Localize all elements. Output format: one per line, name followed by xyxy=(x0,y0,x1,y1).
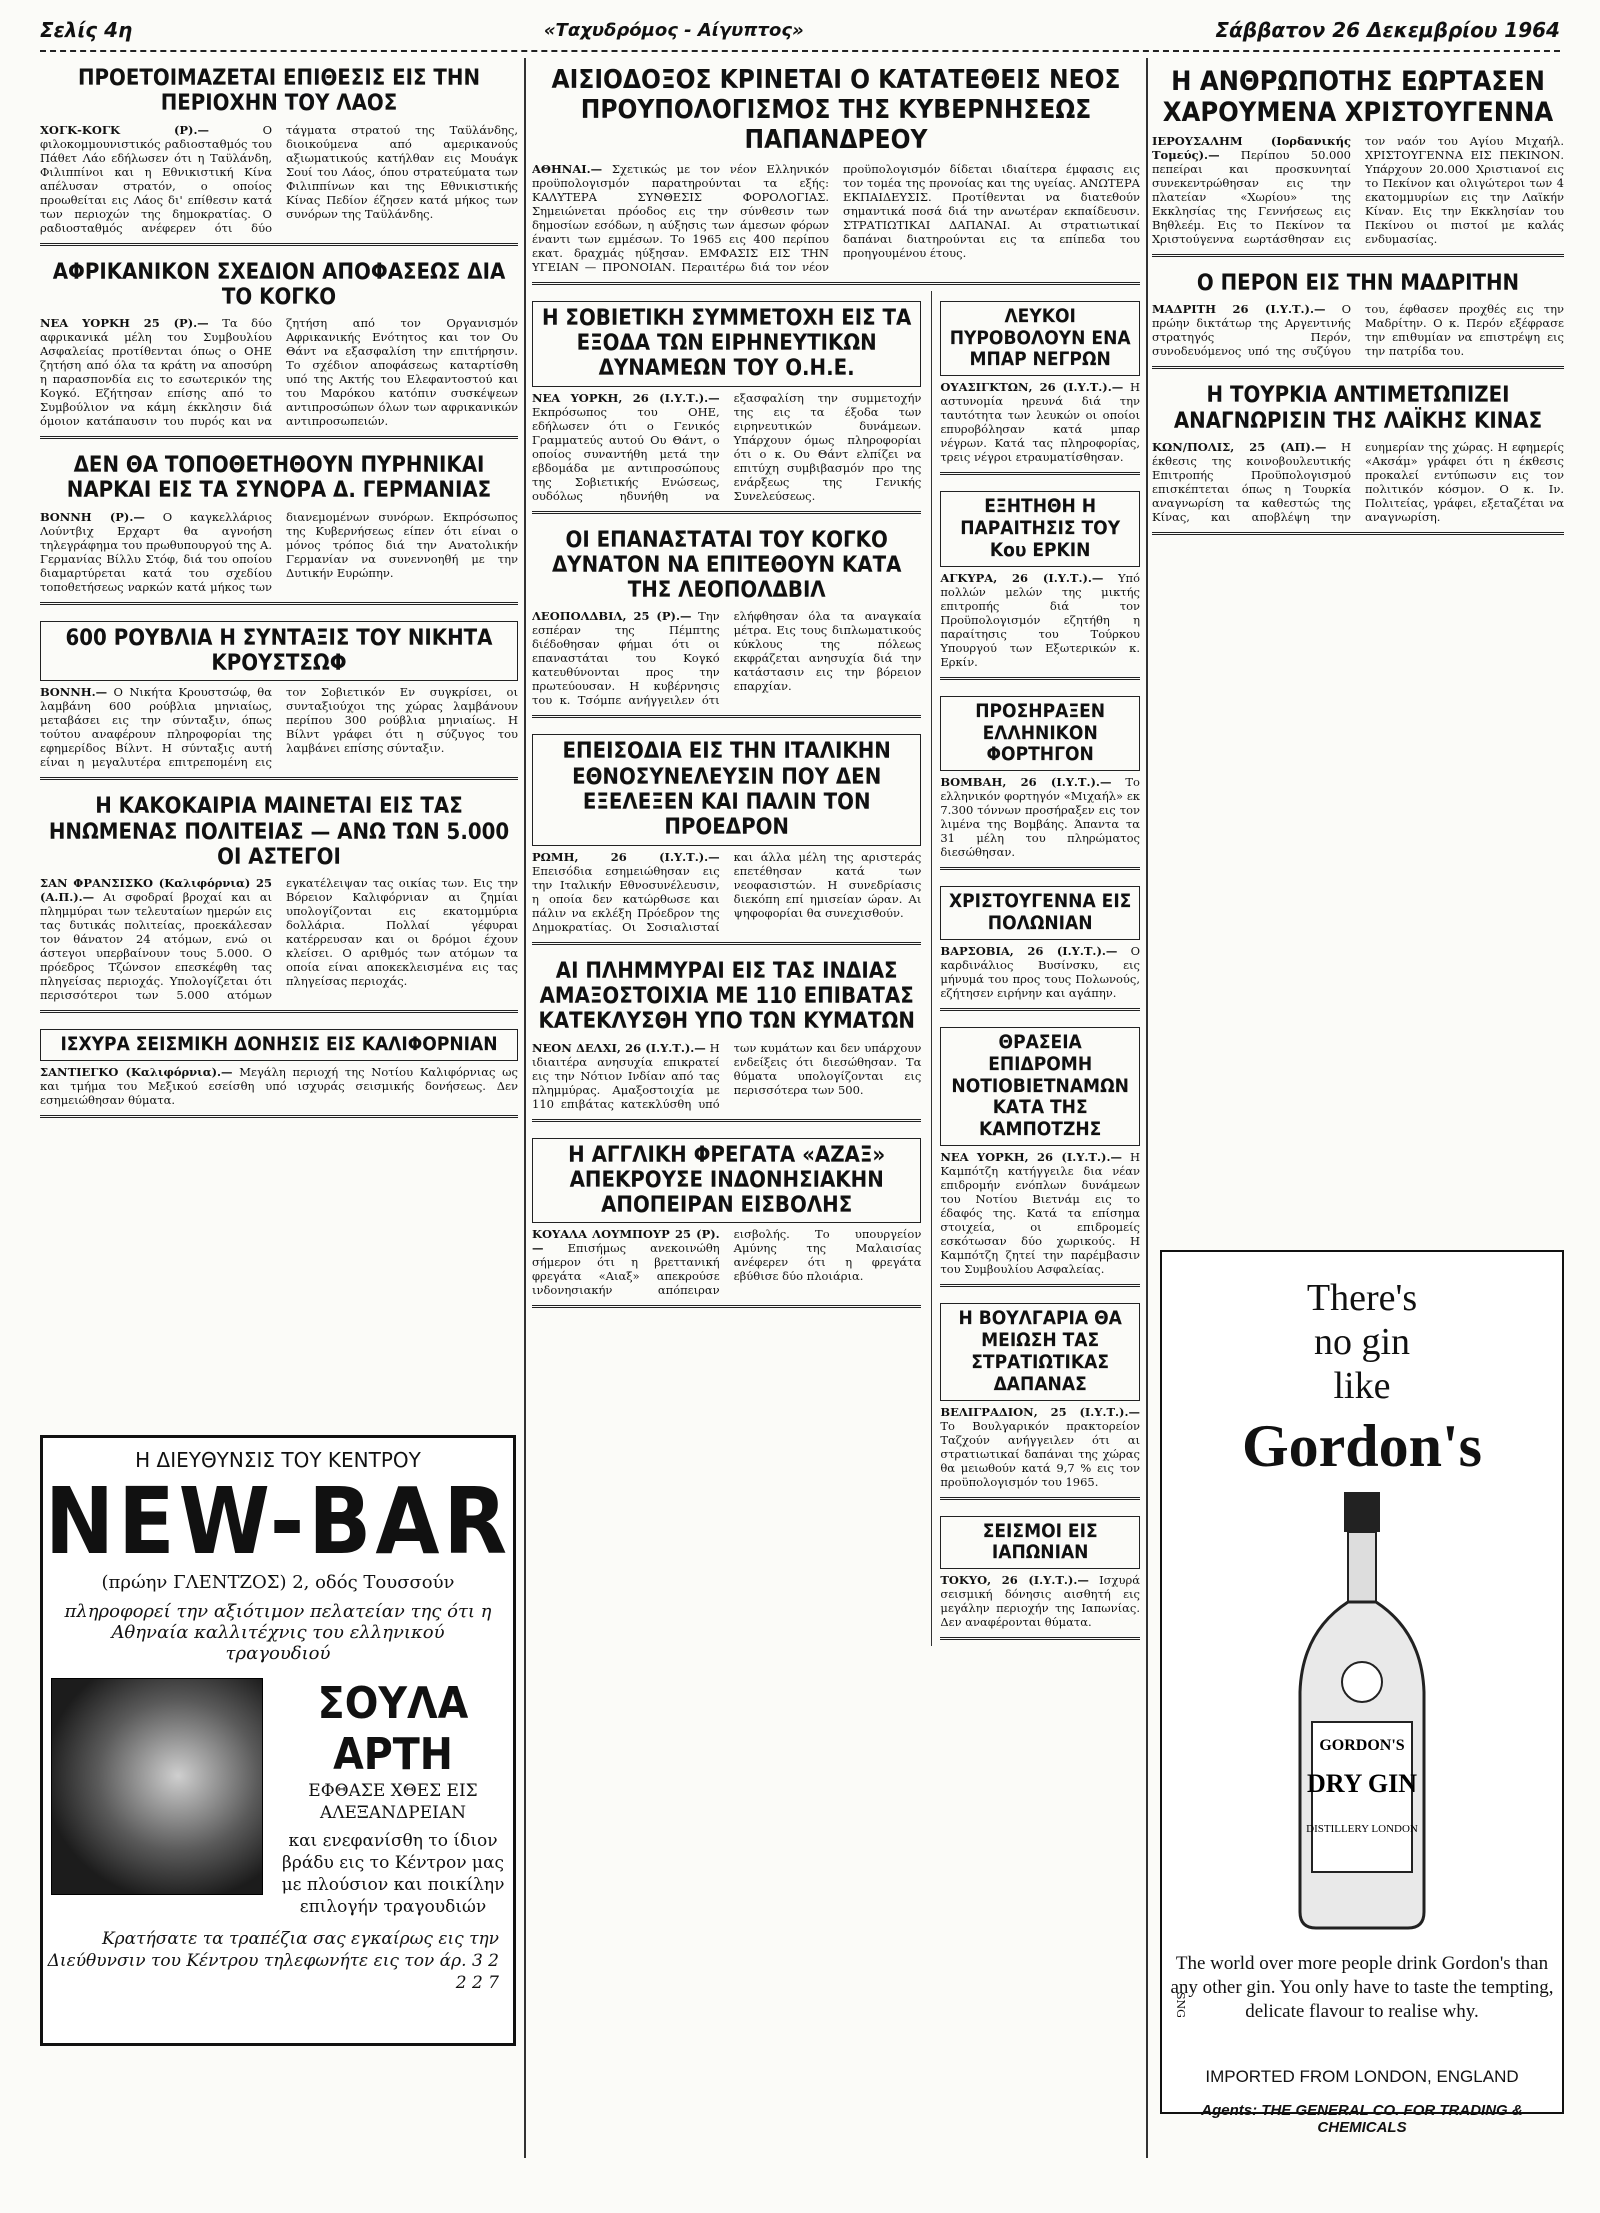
article-text: Υπό πολλών μελών της μικτής επιτροπής διά τον Προϋπολογισμόν εζητήθη η παραίτησις του Τούρκου Υπουργού των Εξωτερικών κ. Ερκίν. xyxy=(940,570,1140,669)
article-text: Μεγάλη περιοχή της Νοτίου Καλιφόρνιας ως και τμήμα του Μεξικού εσείσθη υπό ισχυράς σεισμικής δονήσεως. Δεν εσημειώθησαν θύματα. xyxy=(40,1065,518,1108)
article-text: Ο πρώην δικτάτωρ της Αργεντινής στρατηγός Περόν, συνοδευόμενος υπό της συζύγου του, έφθασεν προχθές εις την Μαδρίτην. Ο κ. Περόν εξέφρασε την επιθυμίαν να επιστρέψη εις την πατρίδα του. xyxy=(1152,302,1564,359)
article xyxy=(40,786,518,1013)
gordons-gin-advertisement xyxy=(1160,1250,1564,2136)
page-number: Σελίς 4η xyxy=(40,18,133,42)
article-text: Το Βουλγαρικόν πρακτορείον Ταζχούν ανήγγειλεν ότι αι στρατιωτικαί δαπάναι της χώρας θα μειωθούν κατά 9,7 % εις τον προϋπολογισμόν του 1965. xyxy=(940,1418,1140,1489)
brief xyxy=(940,686,1140,871)
dateline: ΒΕΛΙΓΡΑΔΙΟΝ, 25 (Ι.Υ.Τ.).— xyxy=(940,1404,1140,1419)
article-text: Ο καγκελλάριος Λούντβιχ Ερχαρτ θα αγνοήση τηλεγράφημα του πρωθυπουργού της Α. Γερμανίας Βίλλυ Στόφ, διά του οποίου διαμαρτύρεται κατά του σχεδίου τοποθετήσεως ναρκών κατά μήκος των διανεμομένων συνόρων. Εκπρόσωπος της Κυβερνήσεως είπεν ότι είναι ο μόνος τρόπος διά την Ανατολικήν Γερμανίαν να συνεννοηθή με την Δυτικήν Ευρώπην. xyxy=(40,509,518,594)
article xyxy=(1152,375,1564,535)
ad-intro: Η ΔΙΕΥΘΥΝΣΙΣ ΤΟΥ ΚΕΝΤΡΟΥ xyxy=(135,1448,421,1472)
dateline: ΒΟΝΝΗ (Ρ).— xyxy=(40,509,145,524)
brand-name: Gordon's xyxy=(1241,1413,1483,1479)
dateline: ΤΟΚΥΟ, 26 (Ι.Υ.Τ.).— xyxy=(940,1573,1089,1588)
singer-photo xyxy=(51,1678,263,1895)
dateline: ΒΟΝΝΗ.— xyxy=(40,685,108,700)
dateline: ΛΕΟΠΟΛΔΒΙΛ, 25 (Ρ).— xyxy=(532,609,692,624)
article-headline: ΟΙ ΕΠΑΝΑΣΤΑΤΑΙ ΤΟΥ ΚΟΓΚΟ ΔΥΝΑΤΟΝ ΝΑ ΕΠΙΤΕΘΟΥΝ ΚΑΤΑ ΤΗΣ ΛΕΟΠΟΛΔΒΙΛ xyxy=(551,527,902,604)
brief-headline: Η ΒΟΥΛΓΑΡΙΑ ΘΑ ΜΕΙΩΣΗ ΤΑΣ ΣΤΡΑΤΙΩΤΙΚΑΣ ΔΑΠΑΝΑΣ xyxy=(940,1303,1140,1400)
dateline: ΚΟΥΑΛΑ ΛΟΥΜΠΟΥΡ 25 (Ρ).— xyxy=(532,1227,720,1256)
article xyxy=(532,291,921,514)
article xyxy=(532,724,921,944)
article-text: Σχετικώς με τον νέον Ελληνικόν προϋπολογισμόν παρατηρούνται τα εξής: ΚΑΛΥΤΕΡΑ ΣΥΝΘΕΣΙΣ ΦΟΡΟΛΟΓΙΑΣ. Σημειώνεται πρόοδος εις την σύνθεσιν των δημοσίων εσόδων, η αύξησις των άμεσων φόρων έναντι των εμμέσων. Το 1965 εις 400 περίπου εκατ. δραχμάς ηύξησαν. ΕΜΦΑΣΙΣ ΕΙΣ ΤΗΝ ΥΓΕΙΑΝ — ΠΡΟΝΟΙΑΝ. Περαιτέρω διά τον νέον προϋπολογισμόν δίδεται ιδιαίτερα έμφασις εις τον τομέα της προνοίας και της υγείας. ΑΝΩΤΕΡΑ ΕΚΠΑΙΔΕΥΣΙΣ. Προτίθενται να διατεθούν σημαντικά ποσά διά την ανωτέραν εκπαίδευσιν. ΣΤΡΑΤΙΩΤΙΚΑΙ ΔΑΠΑΝΑΙ. Αι στρατιωτικαί δαπάναι διατηρούνται εις τα επίπεδα του προηγουμένου έτους. xyxy=(532,161,1140,274)
brief-headline: ΧΡΙΣΤΟΥΓΕΝΝΑ ΕΙΣ ΠΟΛΩΝΙΑΝ xyxy=(940,886,1140,940)
ad-line-3: like xyxy=(1333,1365,1391,1407)
column-rule xyxy=(524,58,526,2158)
article xyxy=(40,445,518,605)
performance-text: και ενεφανίσθη το ίδιον βράδυ εις το Κέντρον μας με πλούσιον και ποικίλην επιλογήν τραγουδιών xyxy=(281,1831,505,1917)
dateline: ΣΑΝ ΦΡΑΝΣΙΣΚΟ (Καλιφόρνια) 25 (Α.Π.).— xyxy=(40,876,272,905)
dateline: ΝΕΑ ΥΟΡΚΗ 25 (Ρ).— xyxy=(40,316,209,331)
article-text: Η αστυνομία ηρευνά διά την ταυτότητα των λευκών οι οποίοι επυροβόλησαν κατά μπαρ νέγρων. Κατά τας πληροφορίας, τρεις νέγροι ετραυματίσθησαν. xyxy=(940,380,1140,465)
article-headline: ΙΣΧΥΡΑ ΣΕΙΣΜΙΚΗ ΔΟΝΗΣΙΣ ΕΙΣ ΚΑΛΙΦΟΡΝΙΑΝ xyxy=(40,1029,518,1061)
dateline: ΣΑΝΤΙΕΓΚΟ (Καλιφόρνια).— xyxy=(40,1065,233,1080)
dateline: ΡΩΜΗ, 26 (Ι.Υ.Τ.).— xyxy=(532,849,720,864)
dateline: ΚΩΝ/ΠΟΛΙΣ, 25 (ΑΠ).— xyxy=(1152,439,1327,454)
article xyxy=(532,1128,921,1309)
column-center xyxy=(532,58,1140,2158)
article xyxy=(40,58,518,246)
bottle-label-brand: GORDON'S xyxy=(1319,1737,1405,1754)
article-headline: ΠΡΟΕΤΟΙΜΑΖΕΤΑΙ ΕΠΙΘΕΣΙΣ ΕΙΣ ΤΗΝ ΠΕΡΙΟΧΗΝ ΤΟΥ ΛΑΟΣ xyxy=(77,66,481,117)
lead-headline: ΑΙΣΙΟΔΟΞΟΣ ΚΡΙΝΕΤΑΙ Ο ΚΑΤΑΤΕΘΕΙΣ ΝΕΟΣ ΠΡΟΥΠΟΛΟΓΙΣΜΟΣ ΤΗΣ ΚΥΒΕΡΝΗΣΕΩΣ ΠΑΠΑΝΔΡΕΟΥ xyxy=(551,65,1121,155)
article xyxy=(1152,263,1564,369)
dateline: ΝΕΟΝ ΔΕΛΧΙ, 26 (Ι.Υ.Τ.).— xyxy=(532,1040,706,1055)
article-text: Αι σφοδραί βροχαί και αι πλημμύραι των τελευταίων ημερών εις τας δυτικάς πολιτείας, προεκάλεσαν τον θάνατον 24 ατόμων, ενώ οι άστεγοι υπερβαίνουν τους 5.000. Ο πρόεδρος Τζώνσον επεσκέφθη τας πληγείσας περιοχάς. Υπολογίζεται ότι περισσότεροι των 5.000 ατόμων εγκατέλειψαν τας οικίας των. Εις την Βόρειον Καλιφόρνιαν αι ζημίαι υπολογίζονται εις εκατομμύρια δολλάρια. Πολλαί γέφυραι κατέρρευσαν και οι δρόμοι έχουν κλείσει. Ο αριθμός των ατόμων τα οποία είναι αποκεκλεισμένα εις τας πληγείσας περιοχάς. xyxy=(40,876,518,1003)
dateline: ΙΕΡΟΥΣΑΛΗΜ (Ιορδανικής Τομεύς).— xyxy=(1152,134,1351,163)
brief-headline: ΕΞΗΤΗΘΗ Η ΠΑΡΑΙΤΗΣΙΣ ΤΟΥ Κου ΕΡΚΙΝ xyxy=(940,491,1140,567)
brief xyxy=(940,1293,1140,1499)
article-text: Η έκθεσις της κοινοβουλευτικής Επιτροπής Προϋπολογισμού επισκέπτεται όπως η Τουρκία αναγνωρίση τα καθεστώς της Κίνας, και αποβλέψη την ευημερίαν της χώρας. Η εφημερίς «Ακσάμ» γράφει ότι η έκθεσις προκαλεί εντύπωσιν εις τον πολιτικόν κόσμον. Ο κ. Ιν. Πολιτείας, γράφει, εξεταζέται να αναγνωρίση. xyxy=(1152,439,1564,524)
ad-address: (πρώην ΓΛΕΝΤΖΟΣ) 2, οδός Τουσσούν xyxy=(101,1572,455,1593)
column-left xyxy=(40,58,518,1423)
article-text: Η Καμπότζη κατήγγειλε δια νέαν επιδρομήν ενόπλων δυνάμεων του Νοτίου Βιετνάμ εις το έδαφός της. Κατά τα επίσημα στοιχεία, οι επιδρομείς εσκότωσαν δύο χωρικούς. Η Καμπότζη ζητεί την παρέμβασιν του Συμβουλίου Ασφαλείας. xyxy=(940,1150,1140,1277)
article-lead xyxy=(532,58,1140,285)
article-headline: Ο ΠΕΡΟΝ ΕΙΣ ΤΗΝ ΜΑΔΡΙΤΗΝ xyxy=(1196,271,1520,297)
dateline: ΟΥΑΣΙΓΚΤΩΝ, 26 (Ι.Υ.Τ.).— xyxy=(940,380,1124,395)
dateline: ΑΓΚΥΡΑ, 26 (Ι.Υ.Τ.).— xyxy=(940,570,1104,585)
page-header xyxy=(40,10,1560,52)
article-headline: ΔΕΝ ΘΑ ΤΟΠΟΘΕΤΗΘΟΥΝ ΠΥΡΗΝΙΚΑΙ ΝΑΡΚΑΙ ΕΙΣ ΤΑ ΣΥΝΟΡΑ Δ. ΓΕΡΜΑΝΙΑΣ xyxy=(66,453,492,504)
article-headline: ΑΙ ΠΛΗΜΜΥΡΑΙ ΕΙΣ ΤΑΣ ΙΝΔΙΑΣ ΑΜΑΞΟΣΤΟΙΧΙΑ ΜΕ 110 ΕΠΙΒΑΤΑΣ ΚΑΤΕΚΛΥΣΘΗ ΥΠΟ ΤΩΝ ΚΥΜΑΤΩΝ xyxy=(538,958,915,1035)
article-headline: ΑΦΡΙΚΑΝΙΚΟΝ ΣΧΕΔΙΟΝ ΑΠΟΦΑΣΕΩΣ ΔΙΑ ΤΟ ΚΟΓΚΟ xyxy=(52,259,506,310)
booking-text: Κρατήσατε τα τραπέζια σας εγκαίρως εις την Διεύθυνσιν του Κέντρου τηλεφωνήτε εις τον άρ. 3 2 2 2 7 xyxy=(47,1929,499,1993)
brief xyxy=(940,481,1140,680)
article-text: Την εσπέραν της Πέμπτης διέδοθησαν φήμαι ότι οι επαναστάται του Κογκό κατευθύνονται προς την πρωτεύουσαν. Η κυβέρνησις του κ. Τσόμπε ανήγγειλεν ότι ελήφθησαν όλα τα αναγκαία μέτρα. Εις τους διπλωματικούς κύκλους της πόλεως εκφράζεται ανησυχία διά την κατάστασιν εις την βόρειον επαρχίαν. xyxy=(532,609,922,708)
article xyxy=(1152,58,1564,257)
article xyxy=(40,611,518,781)
brief-headline: ΣΕΙΣΜΟΙ ΕΙΣ ΙΑΠΩΝΙΑΝ xyxy=(940,1516,1140,1570)
article-text: Ο Νικήτα Κρουστσώφ, θα λαμβάνη 600 ρούβλια μηνιαίως, μεταβάσει εις την σύνταξιν, όπως τούτου αναφέρουν πληροφορίαι της εφημερίδος Βίλντ. Η σύνταξις αυτή είναι η μεγαλυτέρα επιτρεπομένη εις τον Σοβιετικόν Εν συγκρίσει, οι συνταξιούχοι της χώρας λαμβάνουν περίπου 300 ρούβλια μηνιαίως. Η Βίλντ γράφει ότι η σύζυγος του λαμβάνει επίσης σύνταξιν. xyxy=(40,685,518,770)
arrival-text: ΕΦΘΑΣΕ ΧΘΕΣ ΕΙΣ ΑΛΕΞΑΝΔΡΕΙΑΝ xyxy=(308,1781,478,1823)
article-text: Ο καρδινάλιος Βυσίνσκυ, εις μήνυμά του προς τους Πολωνούς, εζήτησεν ειρήνην και αγάπην. xyxy=(940,943,1140,1000)
singer-name: ΣΟΥΛΑ ΑΡΤΗ xyxy=(317,1678,469,1780)
brief-headline: ΠΡΟΣΗΡΑΞΕΝ ΕΛΛΗΝΙΚΟΝ ΦΟΡΤΗΓΟΝ xyxy=(940,696,1140,772)
brief-headline: ΛΕΥΚΟΙ ΠΥΡΟΒΟΛΟΥΝ ΕΝΑ ΜΠΑΡ ΝΕΓΡΩΝ xyxy=(940,301,1140,377)
ad-line-1: There's xyxy=(1306,1277,1418,1319)
dateline: ΧΟΓΚ-ΚΟΓΚ (Ρ).— xyxy=(40,122,209,137)
article-headline: 600 ΡΟΥΒΛΙΑ Η ΣΥΝΤΑΞΙΣ ΤΟΥ ΝΙΚΗΤΑ ΚΡΟΥΣΤΣΩΦ xyxy=(40,621,518,682)
bottle-label-product: DRY GIN xyxy=(1306,1769,1418,1798)
article-text: Τα δύο αφρικανικά μέλη του Συμβουλίου Ασφαλείας προτίθενται όπως ο ΟΗΕ ζητήση από όλα τα κράτη να αποσύρη η παρασπονδία εις το εσωτερικόν της Κογκό. Εζήτησαν επίσης από το Συμβούλιον να κάμη έκκλησιν διά όμοιον κατάπαυσιν του πυρός και να ζητήση από τον Οργανισμόν Αφρικανικής Ενότητος και τον Ου Θάντ να εξασφαλίση την επιτήρησιν. Το σχέδιον αποφάσεως καταρτίσθη υπό της Ακτής του Ελεφαντοστού και του Μαρόκου κατόπιν συσκέψεων αντιπροσώπων όλων των αφρικανικών αντιπροσωπειών. xyxy=(40,316,518,429)
article xyxy=(40,252,518,440)
article xyxy=(532,520,921,719)
paper-name: «Ταχυδρόμος - Αίγυπτος» xyxy=(543,19,804,41)
article-text: Ισχυρά σεισμική δόνησις αισθητή εις μεγάλην περιοχήν της Ιαπωνίας. Δεν αναφέρονται θύματα. xyxy=(940,1573,1140,1630)
article-headline: ΕΠΕΙΣΟΔΙΑ ΕΙΣ ΤΗΝ ΙΤΑΛΙΚΗΝ ΕΘΝΟΣΥΝΕΛΕΥΣΙΝ ΠΟΥ ΔΕΝ ΕΞΕΛΕΞΕΝ ΚΑΙ ΠΑΛΙΝ ΤΟΝ ΠΡΟΕΔΡΟΝ xyxy=(532,734,921,845)
dateline: ΒΑΡΣΟΒΙΑ, 26 (Ι.Υ.Τ.).— xyxy=(940,943,1118,958)
ad-line-2: no gin xyxy=(1313,1321,1411,1363)
article xyxy=(40,1019,518,1118)
bottle-label-origin: DISTILLERY LONDON xyxy=(1306,1823,1418,1835)
ad-tagline: The world over more people drink Gordon's than any other gin. You only have to taste the tempting, delicate flavour to realise why. xyxy=(1170,1953,1554,2022)
article-headline: Η ΚΑΚΟΚΑΙΡΙΑ ΜΑΙΝΕΤΑΙ ΕΙΣ ΤΑΣ ΗΝΩΜΕΝΑΣ ΠΟΛΙΤΕΙΑΣ — ΑΝΩ ΤΩΝ 5.000 ΟΙ ΑΣΤΕΓΟΙ xyxy=(48,794,510,870)
dateline: ΝΕΑ ΥΟΡΚΗ, 26 (Ι.Υ.Τ.).— xyxy=(532,390,720,405)
article-headline: Η ΣΟΒΙΕΤΙΚΗ ΣΥΜΜΕΤΟΧΗ ΕΙΣ ΤΑ ΕΞΟΔΑ ΤΩΝ ΕΙΡΗΝΕΥΤΙΚΩΝ ΔΥΝΑΜΕΩΝ ΤΟΥ Ο.Η.Ε. xyxy=(532,301,921,387)
dateline: ΜΑΔΡΙΤΗ 26 (Ι.Υ.Τ.).— xyxy=(1152,302,1326,317)
dateline: ΑΘΗΝΑΙ.— xyxy=(532,161,603,176)
article-text: Ο φιλοκομμουνιστικός ραδιοσταθμός του Πάθετ Λάο εδήλωσεν ότι η Ταϋλάνδη, Φιλιππίνοι και η Εθνικιστική Κίνα απέλυσαν στρατόν, ο οποίος προωθείται εις Λάος δι' επίθεσιν κατά των περιοχών της δημοκρατίας. Ο ραδιοσταθμός ανέφερεν ότι δύο τάγματα στρατού της Ταϋλάνδης, διοικούμενα από αμερικανούς αξιωματικούς κατήλθαν εις Μουάγκ Σουί του Λάος, όπου στρατεύματα των Φιλιππίνων και της Εθνικιστικής Κίνας Πεδίον έζησεν κατά μήκος των συνόρων της Ταϋλάνδης. xyxy=(40,122,518,235)
new-bar-advertisement xyxy=(40,1435,516,2046)
column-right xyxy=(1152,58,1564,1238)
article-text: Επεισόδια εσημειώθησαν εις την Ιταλικήν Εθνοσυνέλευσιν, η οποία δεν κατώρθωσε και πάλιν να εκλέξη Πρόεδρον της Δημοκρατίας. Οι Σοσιαλισταί και άλλα μέλη της αριστεράς επετέθησαν κατά των νεοφασιστών. Η συνεδρίασις διεκόπη επί ημισείαν ώραν. Αι ψηφοφορίαι θα συνεχισθούν. xyxy=(532,849,922,934)
ad-venue-name: NEW-BAR xyxy=(44,1468,512,1575)
article-text: Επισήμως ανεκοινώθη σήμερον ότι η βρεττανική φρεγάτα «Αιαξ» απεκρούσε ινδονησιακήν απόπειραν εισβολής. Το υπουργείον Αμύνης της Μαλαισίας ανέφερεν ότι η φρεγάτα εβύθισε δύο πλοιάρια. xyxy=(532,1227,922,1298)
ad-import-note: IMPORTED FROM LONDON, ENGLAND xyxy=(1205,2067,1519,2086)
ad-side-mark: SNG xyxy=(1174,1992,1187,2018)
dateline: ΒΟΜΒΑΗ, 26 (Ι.Υ.Τ.).— xyxy=(940,775,1112,790)
article-headline: Η ΤΟΥΡΚΙΑ ΑΝΤΙΜΕΤΩΠΙΖΕΙ ΑΝΑΓΝΩΡΙΣΙΝ ΤΗΣ ΛΑΪΚΗΣ ΚΙΝΑΣ xyxy=(1173,383,1543,434)
article-headline: Η ΑΝΘΡΩΠΟΤΗΣ ΕΩΡΤΑΣΕΝ ΧΑΡΟΥΜΕΝΑ ΧΡΙΣΤΟΥΓΕΝΝΑ xyxy=(1162,66,1554,129)
brief xyxy=(940,1506,1140,1641)
brief xyxy=(940,1017,1140,1287)
dateline: ΝΕΑ ΥΟΡΚΗ, 26 (Ι.Υ.Τ.).— xyxy=(940,1150,1122,1165)
brief-headline: ΘΡΑΣΕΙΑ ΕΠΙΔΡΟΜΗ ΝΟΤΙΟΒΙΕΤΝΑΜΩΝ ΚΑΤΑ ΤΗΣ ΚΑΜΠΟΤΖΗΣ xyxy=(940,1027,1140,1146)
gin-bottle-illustration xyxy=(1282,1492,1442,1932)
brief xyxy=(940,876,1140,1011)
brief xyxy=(940,291,1140,476)
issue-date: Σάββατον 26 Δεκεμβρίου 1964 xyxy=(1215,18,1560,42)
article xyxy=(532,951,921,1122)
ad-info: πληροφορεί την αξιότιμον πελατείαν της ότι η Αθηναία καλλιτέχνις του ελληνικού τραγουδιού xyxy=(64,1601,492,1664)
article-text: Περίπου 50.000 πεπείραι και προσκυνηταί συνεκεντρώθησαν εις την πλατείαν «Χωρίου» της Εκκλησίας της Γεννήσεως εις Βηθλεέμ. Εις το Πεκίνον τα Χριστούγεννα εωρτάσθησαν εις τον ναόν του Αγίου Μιχαήλ. ΧΡΙΣΤΟΥΓΕΝΝΑ ΕΙΣ ΠΕΚΙΝΟΝ. Υπάρχουν 20.000 Χριστιανοί εις το Πεκίνον και ολιγώτεροι των 4 εκατομμυρίων εις την Λαϊκήν Κίναν. Εις την Εκκλησίαν του Πεκίνου οι πιστοί με καλάς ενδυμασίας. xyxy=(1152,134,1564,247)
article-text: Η ιδιαιτέρα ανησυχία επικρατεί εις την Νότιον Ινδίαν από τας πλημμύρας. Αμαξοστοιχία με 110 επιβάτας κατεκλύσθη υπό των κυμάτων και δεν υπάρχουν ενδείξεις ότι διεσώθησαν. Τα θύματα υπολογίζονται εις περισσότερα των 500. xyxy=(532,1040,922,1111)
article-text: Εκπρόσωπος του ΟΗΕ, εδήλωσεν ότι ο Γενικός Γραμματεύς αυτού Ου Θάντ, ο οποίος συναντήθη μετά την εβδομάδα με αντιπροσώπους της Σοβιετικής Ενώσεως, ουδόλως ηδυνήθη να εξασφαλίση την συμμετοχήν της εις τα έξοδα των ειρηνευτικών δυνάμεων. Υπάρχουν όμως πληροφορίαι ότι ο κ. Ου Θάντ ελπίζει να επιτύχη συμβιβασμόν προ της ενάρξεως της Γενικής Συνελεύσεως. xyxy=(532,390,922,503)
column-rule xyxy=(1146,58,1148,2158)
ad-agents: Agents: THE GENERAL CO. FOR TRADING & CHEMICALS xyxy=(1201,2102,1523,2136)
article-text: Το ελληνικόν φορτηγόν «Μιχαήλ» εκ 7.300 τόννων προσήραξεν εις τον λιμένα της Βομβάης. Άπαντα τα 31 μέλη του πληρώματος διεσώθησαν. xyxy=(940,775,1140,860)
article-headline: Η ΑΓΓΛΙΚΗ ΦΡΕΓΑΤΑ «ΑΖΑΞ» ΑΠΕΚΡΟΥΣΕ ΙΝΔΟΝΗΣΙΑΚΗΝ ΑΠΟΠΕΙΡΑΝ ΕΙΣΒΟΛΗΣ xyxy=(532,1138,921,1224)
